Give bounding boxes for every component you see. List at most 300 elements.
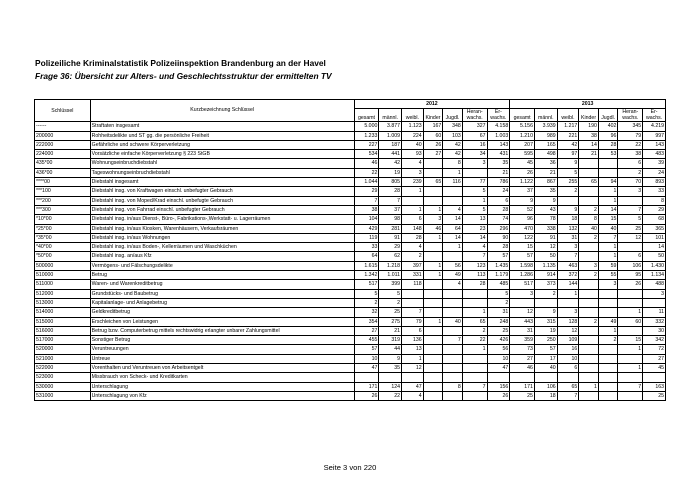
value-cell bbox=[402, 373, 424, 382]
value-cell: 29 bbox=[643, 205, 666, 214]
value-cell: 1.134 bbox=[643, 271, 666, 280]
value-cell bbox=[462, 354, 487, 363]
value-cell bbox=[462, 391, 487, 400]
value-cell: 33 bbox=[643, 187, 666, 196]
row-key: 523000 bbox=[35, 373, 91, 382]
value-cell: 8 bbox=[579, 215, 599, 224]
table-row bbox=[35, 159, 666, 168]
value-cell bbox=[579, 308, 599, 317]
value-cell: 143 bbox=[643, 140, 666, 149]
value-cell: 7 bbox=[379, 196, 402, 205]
value-cell: 402 bbox=[598, 122, 618, 131]
value-cell: 372 bbox=[557, 271, 579, 280]
value-cell: 6 bbox=[618, 252, 643, 261]
value-cell: 11 bbox=[643, 308, 666, 317]
value-cell: 319 bbox=[379, 336, 402, 345]
value-cell: 45 bbox=[510, 159, 535, 168]
value-cell: 997 bbox=[643, 131, 666, 140]
value-cell: 49 bbox=[443, 271, 463, 280]
value-cell: 207 bbox=[510, 140, 535, 149]
row-key: 200000 bbox=[35, 131, 91, 140]
value-cell: 26 bbox=[618, 280, 643, 289]
value-cell: 40 bbox=[579, 224, 599, 233]
value-cell: 59 bbox=[598, 261, 618, 270]
value-cell: 57 bbox=[534, 345, 557, 354]
value-cell: 106 bbox=[618, 261, 643, 270]
value-cell: 2 bbox=[579, 233, 599, 242]
table-row bbox=[35, 187, 666, 196]
value-cell: 1.009 bbox=[379, 131, 402, 140]
row-description: Betrug bbox=[90, 271, 354, 280]
row-description: Diebstahl insg. in/aus Dienst-, Büro-, Fabrikations-,Werkstatt- u. Lagerräumen bbox=[90, 215, 354, 224]
row-key: ***200 bbox=[35, 196, 91, 205]
row-key: ***100 bbox=[35, 187, 91, 196]
value-cell: 56 bbox=[443, 261, 463, 270]
value-cell: 47 bbox=[487, 364, 510, 373]
value-cell bbox=[579, 326, 599, 335]
value-cell: 46 bbox=[510, 364, 535, 373]
value-cell: 3 bbox=[423, 215, 443, 224]
table-row bbox=[35, 317, 666, 326]
value-cell: 25 bbox=[510, 391, 535, 400]
value-cell: 25 bbox=[643, 391, 666, 400]
value-cell: 1.430 bbox=[643, 261, 666, 270]
value-cell bbox=[423, 196, 443, 205]
value-cell: 1 bbox=[618, 345, 643, 354]
value-cell: 124 bbox=[379, 382, 402, 391]
value-cell: 40 bbox=[598, 224, 618, 233]
table-row bbox=[35, 122, 666, 131]
value-cell: 399 bbox=[379, 280, 402, 289]
year-header-2013: 2013 bbox=[510, 100, 666, 109]
subcol-kinder: Kinder bbox=[579, 109, 599, 122]
value-cell bbox=[443, 345, 463, 354]
value-cell bbox=[423, 308, 443, 317]
value-cell bbox=[423, 289, 443, 298]
value-cell: 26 bbox=[354, 391, 379, 400]
value-cell: 443 bbox=[510, 317, 535, 326]
value-cell: 109 bbox=[557, 336, 579, 345]
value-cell: 26 bbox=[510, 168, 535, 177]
value-cell bbox=[579, 336, 599, 345]
value-cell: 22 bbox=[462, 336, 487, 345]
row-description: Untreue bbox=[90, 354, 354, 363]
value-cell: 35 bbox=[534, 187, 557, 196]
value-cell: 65 bbox=[557, 382, 579, 391]
value-cell: 8 bbox=[643, 196, 666, 205]
value-cell: 116 bbox=[443, 178, 463, 187]
table-row bbox=[35, 391, 666, 400]
value-cell: 359 bbox=[510, 336, 535, 345]
value-cell bbox=[402, 298, 424, 307]
value-cell: 9 bbox=[557, 205, 579, 214]
value-cell bbox=[618, 326, 643, 335]
value-cell: 30 bbox=[643, 326, 666, 335]
value-cell bbox=[579, 391, 599, 400]
value-cell: 148 bbox=[402, 224, 424, 233]
value-cell: 1.615 bbox=[354, 261, 379, 270]
value-cell: 90 bbox=[487, 233, 510, 242]
row-description: Gefährliche und schwere Körperverletzung bbox=[90, 140, 354, 149]
table-row bbox=[35, 364, 666, 373]
value-cell: 1.179 bbox=[487, 271, 510, 280]
value-cell: 1 bbox=[423, 261, 443, 270]
value-cell: 1.044 bbox=[354, 178, 379, 187]
value-cell: 365 bbox=[643, 224, 666, 233]
value-cell bbox=[579, 196, 599, 205]
value-cell: 2 bbox=[598, 336, 618, 345]
table-row bbox=[35, 298, 666, 307]
table-body bbox=[35, 122, 666, 401]
value-cell: 43 bbox=[534, 205, 557, 214]
value-cell: 1.286 bbox=[510, 271, 535, 280]
value-cell: 31 bbox=[487, 308, 510, 317]
value-cell: 517 bbox=[354, 280, 379, 289]
value-cell: 53 bbox=[598, 150, 618, 159]
value-cell: 248 bbox=[487, 317, 510, 326]
value-cell: 2 bbox=[379, 298, 402, 307]
value-cell bbox=[443, 298, 463, 307]
value-cell bbox=[443, 289, 463, 298]
value-cell: 45 bbox=[643, 364, 666, 373]
row-description: Diebstahl insg. in/aus Kiosken, Warenhäusern, Verkaufsräumen bbox=[90, 224, 354, 233]
value-cell: 21 bbox=[534, 168, 557, 177]
value-cell: 441 bbox=[379, 150, 402, 159]
value-cell: 3 bbox=[557, 308, 579, 317]
value-cell: 7 bbox=[462, 252, 487, 261]
value-cell: 156 bbox=[487, 382, 510, 391]
description-column-header: Kurzbezeichnung Schlüssel bbox=[90, 100, 354, 122]
value-cell: 7 bbox=[402, 308, 424, 317]
value-cell bbox=[598, 308, 618, 317]
value-cell: 1 bbox=[462, 345, 487, 354]
value-cell: 5 bbox=[462, 205, 487, 214]
value-cell bbox=[643, 373, 666, 382]
value-cell: 15 bbox=[618, 336, 643, 345]
value-cell: 6 bbox=[487, 196, 510, 205]
value-cell bbox=[379, 373, 402, 382]
value-cell bbox=[423, 168, 443, 177]
value-cell: 28 bbox=[487, 243, 510, 252]
value-cell bbox=[579, 354, 599, 363]
value-cell: 5.000 bbox=[354, 122, 379, 131]
value-cell bbox=[423, 364, 443, 373]
value-cell: 7 bbox=[557, 252, 579, 261]
value-cell: 2 bbox=[579, 205, 599, 214]
subcol-erwachs: Er-wachs. bbox=[487, 109, 510, 122]
value-cell: 165 bbox=[534, 140, 557, 149]
row-key: 510000 bbox=[35, 271, 91, 280]
value-cell: 28 bbox=[598, 140, 618, 149]
value-cell bbox=[423, 345, 443, 354]
value-cell: 5 bbox=[557, 168, 579, 177]
row-key: 436*00 bbox=[35, 168, 91, 177]
value-cell: 7 bbox=[598, 233, 618, 242]
row-key: 222000 bbox=[35, 140, 91, 149]
value-cell: 40 bbox=[443, 317, 463, 326]
table-row bbox=[35, 150, 666, 159]
value-cell: 64 bbox=[354, 252, 379, 261]
value-cell bbox=[423, 243, 443, 252]
row-description: Erschleichen von Leistungen bbox=[90, 317, 354, 326]
value-cell: 14 bbox=[443, 233, 463, 242]
value-cell: 46 bbox=[423, 224, 443, 233]
value-cell: 97 bbox=[557, 150, 579, 159]
value-cell: 14 bbox=[462, 233, 487, 242]
value-cell: 3 bbox=[579, 261, 599, 270]
value-cell: 4 bbox=[402, 159, 424, 168]
value-cell bbox=[598, 345, 618, 354]
value-cell: 250 bbox=[534, 336, 557, 345]
value-cell: 7 bbox=[557, 391, 579, 400]
value-cell: 46 bbox=[354, 159, 379, 168]
row-key: *50*00 bbox=[35, 252, 91, 261]
row-description: Veruntreuungen bbox=[90, 345, 354, 354]
value-cell: 2 bbox=[579, 317, 599, 326]
table-row bbox=[35, 224, 666, 233]
value-cell: 68 bbox=[643, 215, 666, 224]
value-cell: 94 bbox=[598, 178, 618, 187]
value-cell: 144 bbox=[557, 280, 579, 289]
value-cell: 2 bbox=[618, 168, 643, 177]
value-cell: 483 bbox=[643, 150, 666, 159]
row-key: *40*00 bbox=[35, 243, 91, 252]
value-cell: 327 bbox=[462, 122, 487, 131]
value-cell: 2 bbox=[557, 187, 579, 196]
table-row bbox=[35, 336, 666, 345]
value-cell: 77 bbox=[462, 178, 487, 187]
value-cell: 1.233 bbox=[354, 131, 379, 140]
value-cell: 18 bbox=[534, 391, 557, 400]
value-cell: 470 bbox=[510, 224, 535, 233]
value-cell: 40 bbox=[534, 364, 557, 373]
value-cell: 28 bbox=[379, 187, 402, 196]
value-cell bbox=[618, 298, 643, 307]
row-description: Sonstiger Betrug bbox=[90, 336, 354, 345]
value-cell: 12 bbox=[402, 364, 424, 373]
value-cell: 8 bbox=[443, 382, 463, 391]
value-cell: 1.217 bbox=[557, 122, 579, 131]
value-cell: 867 bbox=[534, 178, 557, 187]
row-description: Betrug bzw. Computerbetrug mittels rechtswidrig erlangter unbarer Zahlungsmittel bbox=[90, 326, 354, 335]
value-cell: 1 bbox=[618, 364, 643, 373]
value-cell bbox=[579, 159, 599, 168]
value-cell bbox=[579, 243, 599, 252]
row-key: ****00 bbox=[35, 178, 91, 187]
value-cell: 21 bbox=[487, 168, 510, 177]
value-cell: 40 bbox=[402, 140, 424, 149]
value-cell: 33 bbox=[354, 243, 379, 252]
row-description: Tageswohnungseinbruchdiebstahl bbox=[90, 168, 354, 177]
subcol-heranwachs: Heran-wachs. bbox=[618, 109, 643, 122]
value-cell: 431 bbox=[487, 150, 510, 159]
value-cell: 9 bbox=[534, 308, 557, 317]
value-cell: 42 bbox=[379, 159, 402, 168]
value-cell: 42 bbox=[443, 150, 463, 159]
value-cell: 426 bbox=[487, 336, 510, 345]
value-cell: 78 bbox=[534, 215, 557, 224]
row-description: Rohheitsdelikte und ST gg. die persönliche Freiheit bbox=[90, 131, 354, 140]
value-cell: 455 bbox=[354, 336, 379, 345]
value-cell: 6 bbox=[557, 364, 579, 373]
value-cell: 1 bbox=[598, 243, 618, 252]
value-cell: 44 bbox=[379, 345, 402, 354]
value-cell: 9 bbox=[557, 159, 579, 168]
report-subtitle: Frage 36: Übersicht zur Alters- und Geschlechtsstruktur der ermittelten TV bbox=[35, 71, 332, 81]
row-description: Waren- und Warenkreditbetrug bbox=[90, 280, 354, 289]
value-cell: 49 bbox=[598, 317, 618, 326]
value-cell: 70 bbox=[618, 178, 643, 187]
value-cell bbox=[443, 373, 463, 382]
value-cell bbox=[598, 298, 618, 307]
subcol-heranwachs: Heran-wachs. bbox=[462, 109, 487, 122]
value-cell: 429 bbox=[354, 224, 379, 233]
value-cell: 65 bbox=[579, 178, 599, 187]
value-cell bbox=[579, 168, 599, 177]
value-cell: 6 bbox=[402, 326, 424, 335]
value-cell: 56 bbox=[487, 345, 510, 354]
value-cell: 348 bbox=[443, 122, 463, 131]
value-cell bbox=[643, 298, 666, 307]
value-cell: 16 bbox=[557, 345, 579, 354]
value-cell: 26 bbox=[487, 391, 510, 400]
value-cell: 12 bbox=[510, 308, 535, 317]
table-row bbox=[35, 205, 666, 214]
value-cell: 79 bbox=[402, 317, 424, 326]
subcol-jugdl: Jugdl. bbox=[443, 109, 463, 122]
value-cell bbox=[402, 196, 424, 205]
row-key: 522000 bbox=[35, 364, 91, 373]
value-cell: 10 bbox=[487, 354, 510, 363]
value-cell: 28 bbox=[462, 280, 487, 289]
value-cell bbox=[443, 308, 463, 317]
value-cell bbox=[443, 196, 463, 205]
value-cell: 488 bbox=[643, 280, 666, 289]
value-cell: 2 bbox=[402, 252, 424, 261]
value-cell: 31 bbox=[557, 233, 579, 242]
value-cell: 517 bbox=[510, 280, 535, 289]
row-key: ***300 bbox=[35, 205, 91, 214]
table-row bbox=[35, 271, 666, 280]
value-cell: 21 bbox=[579, 150, 599, 159]
value-cell: 3.939 bbox=[534, 122, 557, 131]
value-cell: 98 bbox=[379, 215, 402, 224]
row-description: Diebstahl insgesamt bbox=[90, 178, 354, 187]
value-cell: 227 bbox=[354, 140, 379, 149]
value-cell bbox=[579, 289, 599, 298]
value-cell: 74 bbox=[487, 215, 510, 224]
value-cell: 24 bbox=[643, 168, 666, 177]
value-cell: 9 bbox=[534, 196, 557, 205]
value-cell: 67 bbox=[462, 131, 487, 140]
value-cell: 275 bbox=[379, 317, 402, 326]
value-cell: 16 bbox=[462, 140, 487, 149]
value-cell: 18 bbox=[557, 215, 579, 224]
value-cell: 25 bbox=[487, 326, 510, 335]
value-cell: 1 bbox=[598, 187, 618, 196]
value-cell: 47 bbox=[354, 364, 379, 373]
value-cell: 463 bbox=[557, 261, 579, 270]
value-cell: 3 bbox=[618, 187, 643, 196]
subcol-maennl: männl. bbox=[534, 109, 557, 122]
value-cell: 1.598 bbox=[510, 261, 535, 270]
page-number: Seite 3 von 220 bbox=[323, 463, 377, 472]
value-cell: 7 bbox=[618, 382, 643, 391]
value-cell: 239 bbox=[402, 178, 424, 187]
value-cell bbox=[462, 289, 487, 298]
value-cell: 1 bbox=[557, 289, 579, 298]
value-cell: 12 bbox=[557, 326, 579, 335]
row-description: Vorenthalten und Veruntreuen von Arbeitsentgelt bbox=[90, 364, 354, 373]
value-cell: 96 bbox=[598, 131, 618, 140]
value-cell: 72 bbox=[643, 345, 666, 354]
value-cell: 118 bbox=[402, 280, 424, 289]
value-cell bbox=[534, 298, 557, 307]
value-cell: 128 bbox=[557, 317, 579, 326]
year-header-row bbox=[35, 100, 666, 109]
value-cell bbox=[423, 252, 443, 261]
value-cell: 224 bbox=[402, 131, 424, 140]
value-cell: 19 bbox=[379, 168, 402, 177]
value-cell: 1 bbox=[443, 243, 463, 252]
report-title: Polizeiliche Kriminalstatistik Polizeiinspektion Brandenburg an der Havel bbox=[35, 58, 326, 68]
value-cell: 60 bbox=[618, 317, 643, 326]
value-cell: 296 bbox=[487, 224, 510, 233]
table-row bbox=[35, 178, 666, 187]
value-cell: 25 bbox=[379, 308, 402, 317]
value-cell: 25 bbox=[618, 224, 643, 233]
value-cell: 119 bbox=[354, 233, 379, 242]
row-key: 520000 bbox=[35, 345, 91, 354]
value-cell: 4 bbox=[462, 243, 487, 252]
value-cell: 93 bbox=[402, 150, 424, 159]
value-cell: 485 bbox=[487, 280, 510, 289]
row-key: *10*00 bbox=[35, 215, 91, 224]
value-cell bbox=[423, 187, 443, 196]
value-cell: 14 bbox=[443, 215, 463, 224]
value-cell: 2 bbox=[579, 271, 599, 280]
value-cell: 1.218 bbox=[379, 261, 402, 270]
value-cell bbox=[598, 159, 618, 168]
value-cell: 1 bbox=[579, 382, 599, 391]
value-cell: 14 bbox=[643, 243, 666, 252]
value-cell: 1.123 bbox=[402, 122, 424, 131]
value-cell: 14 bbox=[598, 205, 618, 214]
value-cell: 338 bbox=[534, 224, 557, 233]
value-cell: 4.219 bbox=[643, 122, 666, 131]
value-cell bbox=[579, 187, 599, 196]
row-key: 531000 bbox=[35, 391, 91, 400]
value-cell bbox=[354, 373, 379, 382]
value-cell: 1.435 bbox=[487, 261, 510, 270]
value-cell: 534 bbox=[354, 150, 379, 159]
value-cell bbox=[598, 373, 618, 382]
table-row bbox=[35, 326, 666, 335]
value-cell: 42 bbox=[557, 140, 579, 149]
table-row bbox=[35, 252, 666, 261]
value-cell: 17 bbox=[534, 354, 557, 363]
value-cell: 331 bbox=[402, 271, 424, 280]
value-cell bbox=[618, 354, 643, 363]
value-cell: 39 bbox=[643, 159, 666, 168]
value-cell bbox=[443, 391, 463, 400]
row-key: 515000 bbox=[35, 317, 91, 326]
value-cell: 498 bbox=[534, 150, 557, 159]
value-cell bbox=[443, 326, 463, 335]
value-cell: 354 bbox=[354, 317, 379, 326]
table-row bbox=[35, 196, 666, 205]
value-cell bbox=[423, 336, 443, 345]
